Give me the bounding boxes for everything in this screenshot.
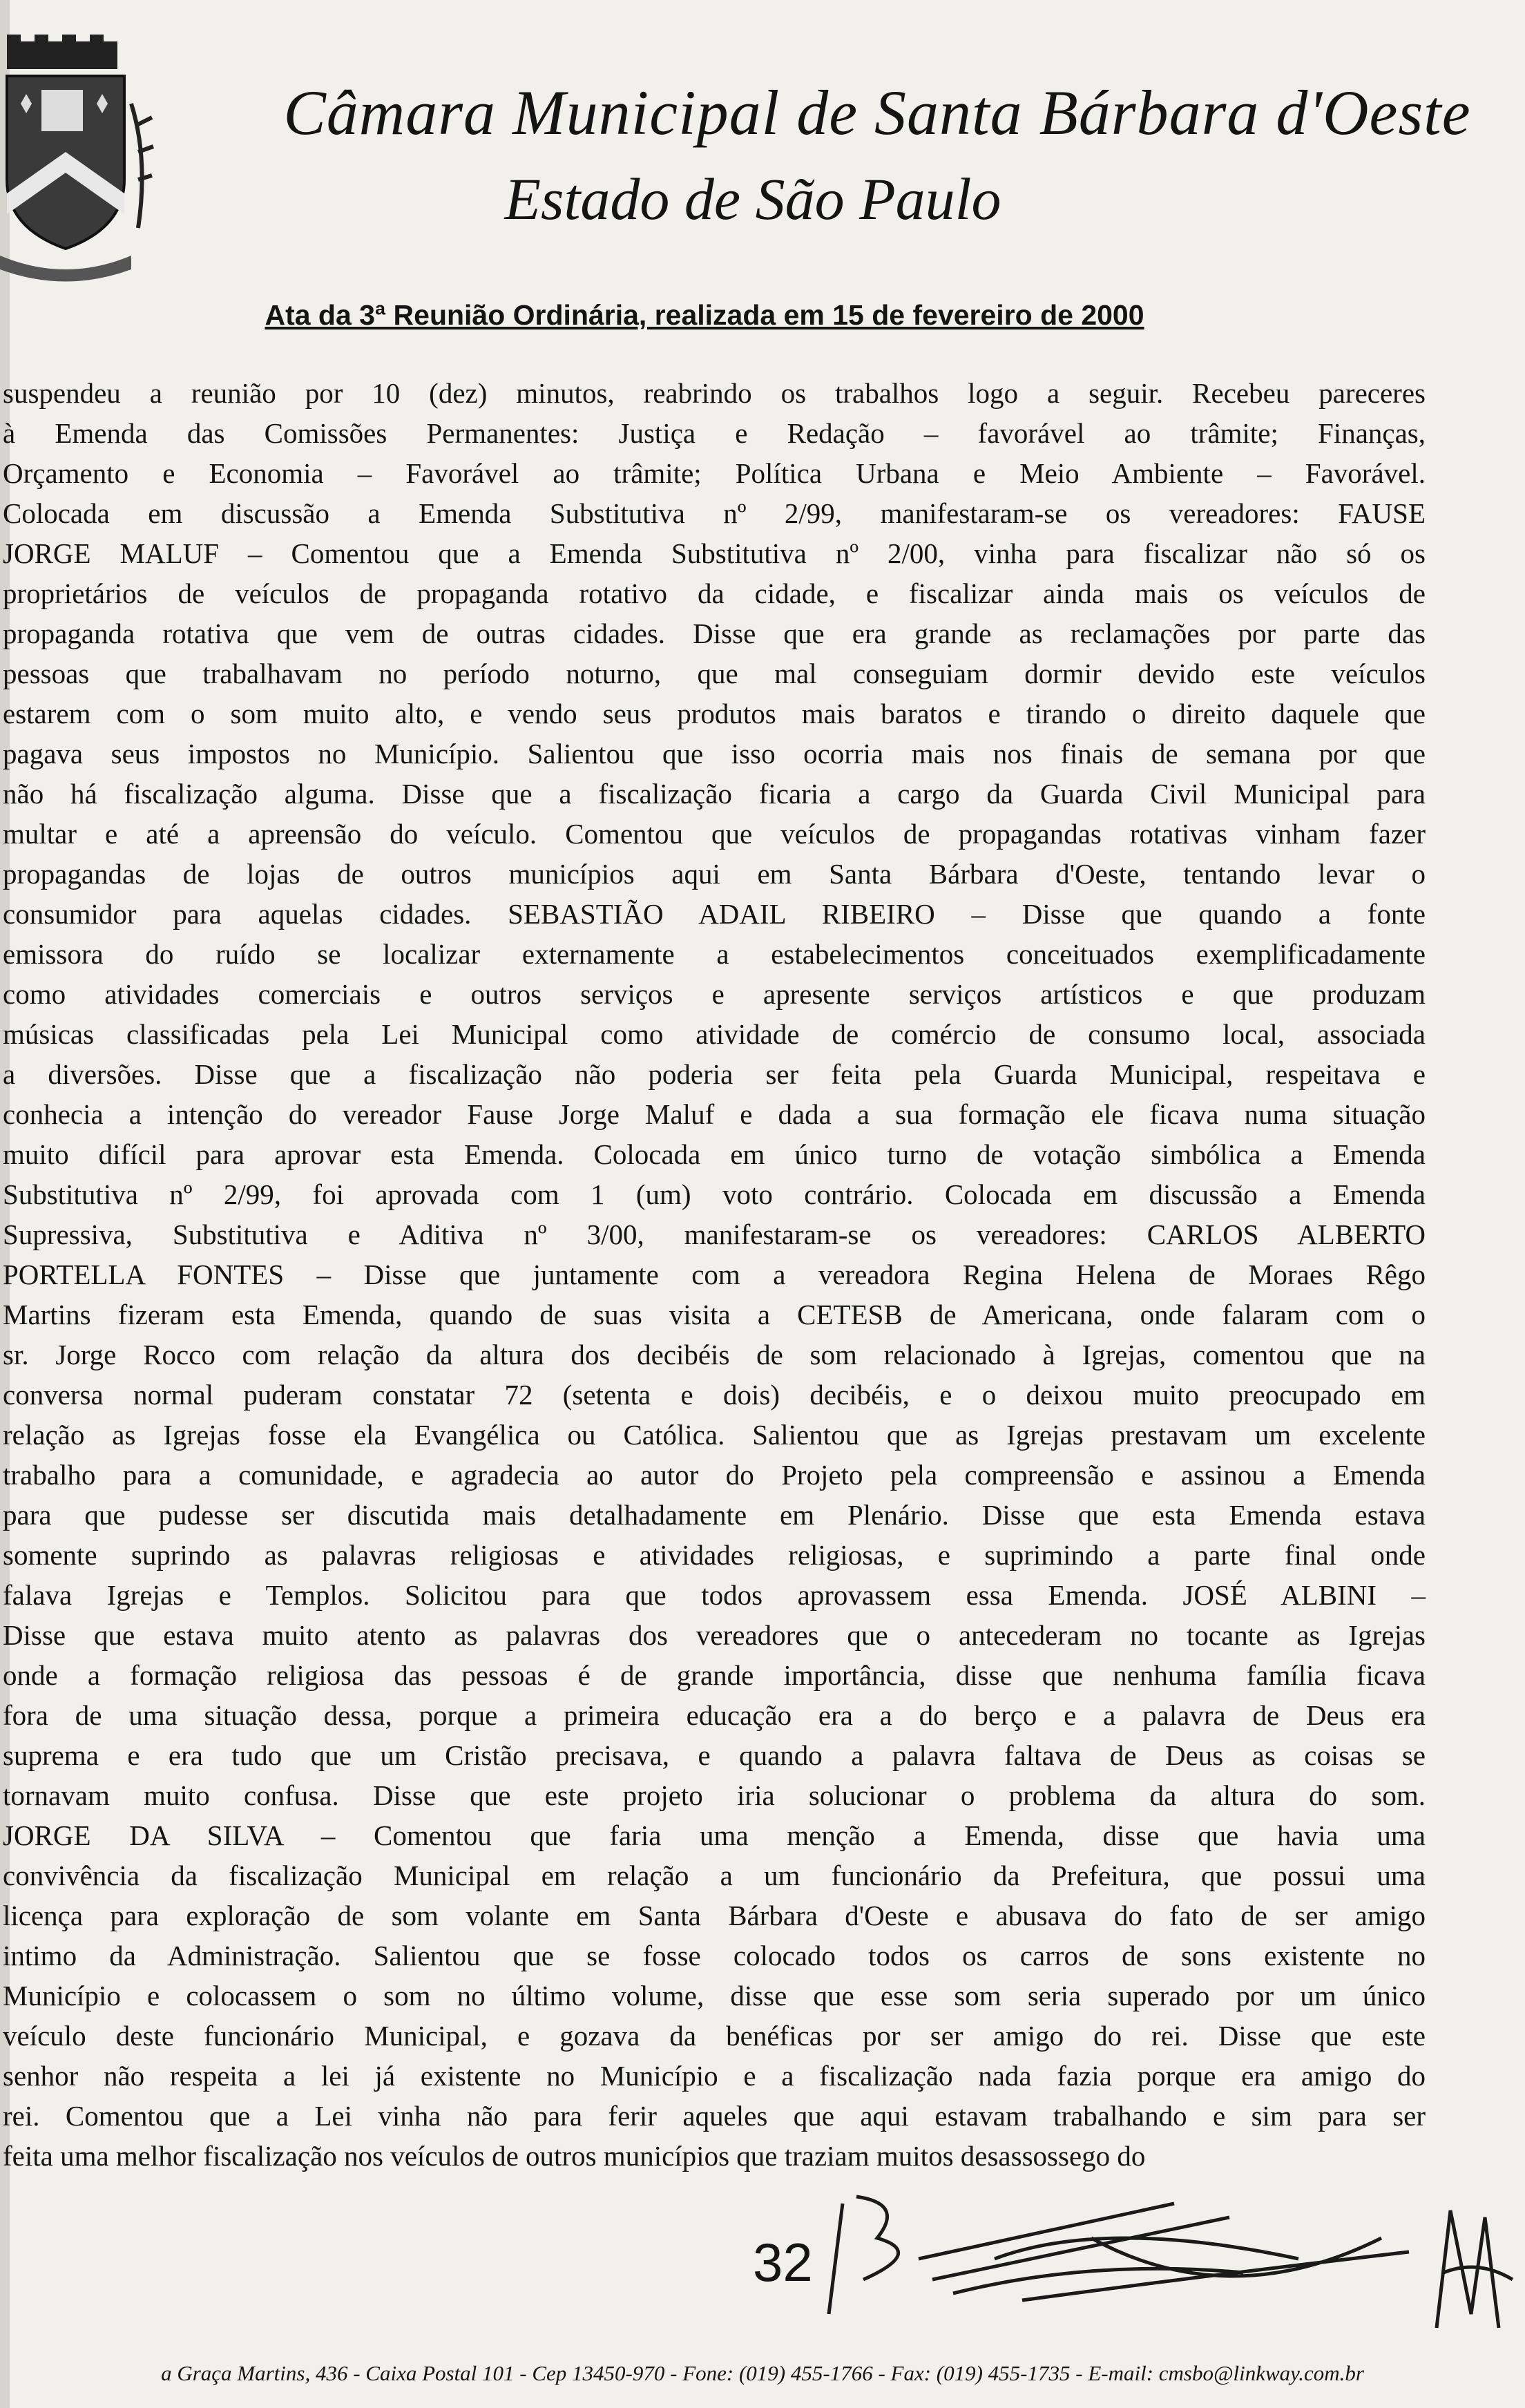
minutes-body (3, 373, 1426, 2176)
body-line: pagava seus impostos no Município. Salientou que isso ocorria mais nos finais de semana por que (3, 738, 1426, 770)
body-line: para que pudesse ser discutida mais detalhadamente em Plenário. Disse que esta Emenda estava (3, 1499, 1426, 1531)
body-line: sr. Jorge Rocco com relação da altura dos decibéis de som relacionado à Igrejas, comentou que na (3, 1339, 1426, 1370)
body-line: Orçamento e Economia – Favorável ao trâmite; Política Urbana e Meio Ambiente – Favorável. (3, 457, 1426, 489)
body-line: muito difícil para aprovar esta Emenda. Colocada em único turno de votação simbólica a Emenda (3, 1138, 1426, 1170)
body-line: Martins fizeram esta Emenda, quando de suas visita a CETESB de Americana, onde falaram com o (3, 1299, 1426, 1330)
body-line: veículo deste funcionário Municipal, e gozava da benéficas por ser amigo do rei. Disse que este (3, 2020, 1426, 2052)
body-line: licença para exploração de som volante em Santa Bárbara d'Oeste e abusava do fato de ser amigo (3, 1900, 1426, 1931)
body-line: rei. Comentou que a Lei vinha não para ferir aqueles que aqui estavam trabalhando e sim para ser (3, 2100, 1426, 2132)
body-line: JORGE MALUF – Comentou que a Emenda Substitutiva nº 2/00, vinha para fiscalizar não só os (3, 537, 1426, 569)
body-line: intimo da Administração. Salientou que se fosse colocado todos os carros de sons existente no (3, 1940, 1426, 1971)
body-line: Colocada em discussão a Emenda Substitutiva nº 2/99, manifestaram-se os vereadores: FAUSE (3, 497, 1426, 529)
body-line: pessoas que trabalhavam no período noturno, que mal conseguiam dormir devido este veículos (3, 658, 1426, 689)
body-line: suprema e era tudo que um Cristão precisava, e quando a palavra faltava de Deus as coisas se (3, 1739, 1426, 1771)
body-line: emissora do ruído se localizar externamente a estabelecimentos conceituados exemplificadamente (3, 938, 1426, 970)
body-line: fora de uma situação dessa, porque a primeira educação era a do berço e a palavra de Deus era (3, 1699, 1426, 1731)
body-line: convivência da fiscalização Municipal em relação a um funcionário da Prefeitura, que possui uma (3, 1860, 1426, 1891)
minutes-title: Ata da 3ª Reunião Ordinária, realizada em 15 de fevereiro de 2000 (265, 299, 1144, 331)
body-line: relação as Igrejas fosse ela Evangélica ou Católica. Salientou que as Igrejas prestavam um excelente (3, 1419, 1426, 1451)
body-line: falava Igrejas e Templos. Solicitou para que todos aprovassem essa Emenda. JOSÉ ALBINI – (3, 1579, 1426, 1611)
body-line: Substitutiva nº 2/99, foi aprovada com 1 (um) voto contrário. Colocada em discussão a Emenda (3, 1178, 1426, 1210)
body-line: à Emenda das Comissões Permanentes: Justiça e Redação – favorável ao trâmite; Finanças, (3, 417, 1426, 449)
body-line: PORTELLA FONTES – Disse que juntamente com a vereadora Regina Helena de Moraes Rêgo (3, 1259, 1426, 1290)
body-line: propaganda rotativa que vem de outras cidades. Disse que era grande as reclamações por parte das (3, 618, 1426, 649)
body-line: trabalho para a comunidade, e agradecia ao autor do Projeto pela compreensão e assinou a Emenda (3, 1459, 1426, 1491)
body-line: somente suprindo as palavras religiosas e atividades religiosas, e suprimindo a parte final onde (3, 1539, 1426, 1571)
footer-contact: a Graça Martins, 436 - Caixa Postal 101 - Cep 13450-970 - Fone: (019) 455-1766 - Fax: (019) 455-1735 - E-mail: cmsbo@linkway.com.br (161, 2361, 1364, 2385)
body-line: propagandas de lojas de outros municípios aqui em Santa Bárbara d'Oeste, tentando levar o (3, 858, 1426, 890)
institution-name: Câmara Municipal de Santa Bárbara d'Oeste (283, 77, 1471, 148)
body-line: não há fiscalização alguma. Disse que a fiscalização ficaria a cargo da Guarda Civil Municipal para (3, 778, 1426, 810)
body-line: músicas classificadas pela Lei Municipal como atividade de comércio de consumo local, associada (3, 1018, 1426, 1050)
signature-icon (1423, 2190, 1519, 2349)
body-line: feita uma melhor fiscalização nos veículos de outros municípios que traziam muitos desassossego do (3, 2140, 1146, 2172)
body-line: Município e colocassem o som no último volume, disse que esse som seria superado por um único (3, 1980, 1426, 2012)
body-line: Supressiva, Substitutiva e Aditiva nº 3/00, manifestaram-se os vereadores: CARLOS ALBERTO (3, 1219, 1426, 1250)
body-line: como atividades comerciais e outros serviços e apresente serviços artísticos e que produzam (3, 978, 1426, 1010)
body-line: Disse que estava muito atento as palavras dos vereadores que o antecederam no tocante as Igrejas (3, 1619, 1426, 1651)
body-line: conhecia a intenção do vereador Fause Jorge Maluf e dada a sua formação ele ficava numa situação (3, 1098, 1426, 1130)
coat-of-arms-icon (0, 21, 166, 283)
body-line: suspendeu a reunião por 10 (dez) minutos, reabrindo os trabalhos logo a seguir. Recebeu pareceres (3, 377, 1426, 409)
body-line: conversa normal puderam constatar 72 (setenta e dois) decibéis, e o deixou muito preocupado em (3, 1379, 1426, 1411)
signature-initials-icon (815, 2176, 1423, 2328)
body-line: proprietários de veículos de propaganda rotativo da cidade, e fiscalizar ainda mais os veículos de (3, 577, 1426, 609)
body-line: senhor não respeita a lei já existente no Município e a fiscalização nada fazia porque era amigo do (3, 2060, 1426, 2092)
body-line: JORGE DA SILVA – Comentou que faria uma menção a Emenda, disse que havia uma (3, 1819, 1426, 1851)
body-line: estarem com o som muito alto, e vendo seus produtos mais baratos e tirando o direito daquele que (3, 698, 1426, 729)
body-line: onde a formação religiosa das pessoas é de grande importância, disse que nenhuma família ficava (3, 1659, 1426, 1691)
state-name: Estado de São Paulo (504, 166, 1001, 232)
body-line: a diversões. Disse que a fiscalização não poderia ser feita pela Guarda Municipal, respeitava e (3, 1058, 1426, 1090)
body-line: tornavam muito confusa. Disse que este projeto iria solucionar o problema da altura do som. (3, 1779, 1426, 1811)
body-line: consumidor para aquelas cidades. SEBASTIÃO ADAIL RIBEIRO – Disse que quando a fonte (3, 898, 1426, 930)
page-number: 32 (753, 2232, 813, 2293)
body-line: multar e até a apreensão do veículo. Comentou que veículos de propagandas rotativas vinham fazer (3, 818, 1426, 850)
